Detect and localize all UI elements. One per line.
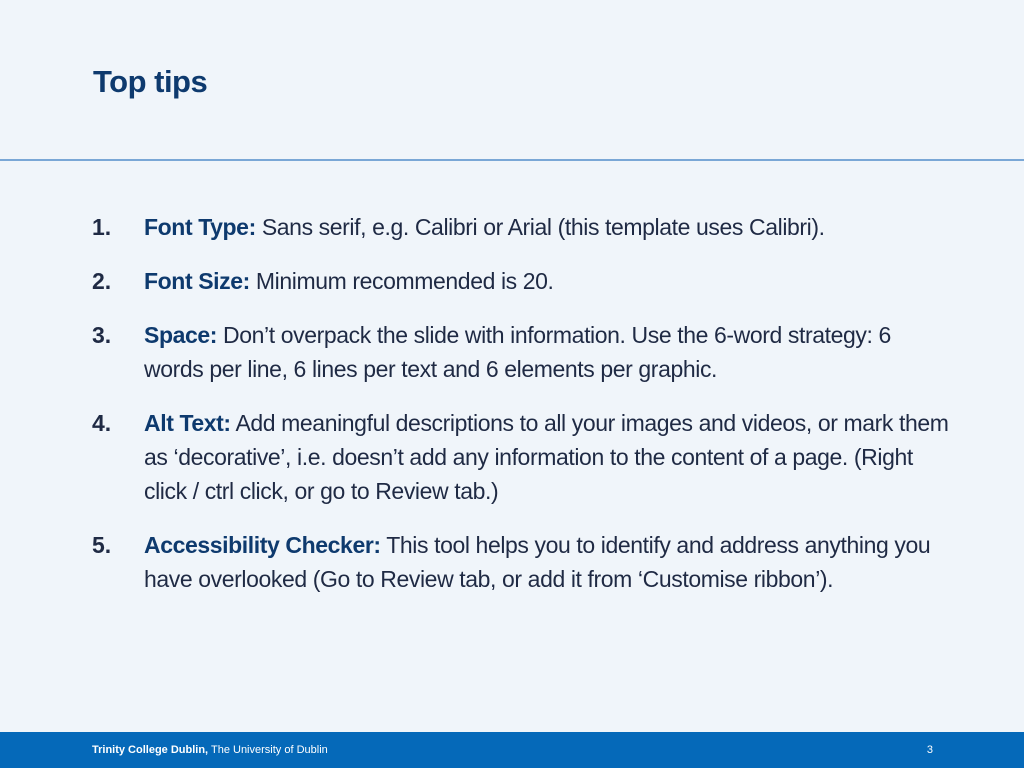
- tip-label: Accessibility Checker:: [144, 532, 381, 558]
- tip-body: [144, 264, 952, 298]
- tip-number: 3.: [92, 322, 112, 348]
- list-item: [92, 210, 952, 244]
- footer-organization: Trinity College Dublin,: [92, 744, 209, 756]
- tip-body: [144, 528, 952, 596]
- tip-text: Don’t overpack the slide with information. Use the 6-word strategy: 6 words per line, 6 lines per text and 6 elements per graphic.: [144, 322, 891, 382]
- tip-number: 5.: [92, 532, 112, 558]
- list-item: [92, 528, 952, 596]
- tips-list: [92, 210, 952, 616]
- tip-text: Minimum recommended is 20.: [255, 268, 554, 294]
- tip-number: 4.: [92, 410, 112, 436]
- footer-institution: [92, 742, 328, 758]
- tip-body: [144, 210, 952, 244]
- page-number: 3: [926, 744, 933, 756]
- list-item: [92, 406, 952, 508]
- tip-label: Font Type:: [144, 214, 256, 240]
- footer-subtitle: The University of Dublin: [210, 744, 328, 756]
- tip-body: [144, 318, 952, 386]
- tip-label: Space:: [144, 322, 218, 348]
- tip-text: Add meaningful descriptions to all your images and videos, or mark them as ‘decorative’, i.e. doesn’t add any information to the content of a page. (Right click / ctrl click, or go to Review tab.): [144, 410, 949, 504]
- tip-body: [144, 406, 952, 508]
- list-item: [92, 318, 952, 386]
- title-divider: [0, 159, 1024, 161]
- tip-number: 2.: [92, 268, 112, 294]
- tip-label: Font Size:: [144, 268, 250, 294]
- slide-title: Top tips: [93, 64, 208, 99]
- list-item: [92, 264, 952, 298]
- tip-label: Alt Text:: [144, 410, 231, 436]
- tip-text: This tool helps you to identify and address anything you have overlooked (Go to Review tab, or add it from ‘Customise ribbon’).: [144, 532, 931, 592]
- footer-bar: [0, 732, 1024, 768]
- tip-number: 1.: [92, 214, 112, 240]
- tip-text: Sans serif, e.g. Calibri or Arial (this template uses Calibri).: [261, 214, 825, 240]
